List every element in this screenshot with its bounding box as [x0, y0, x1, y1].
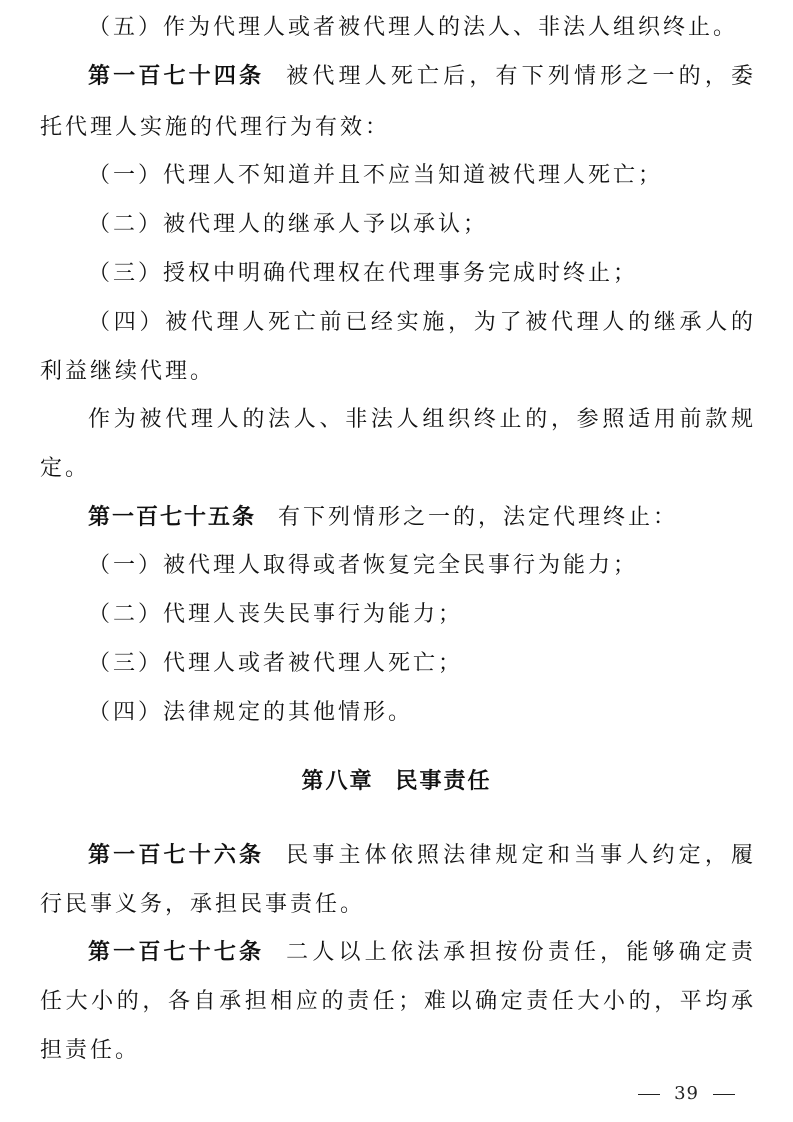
line-text: （一）被代理人取得或者恢复完全民事行为能力； [88, 553, 639, 578]
line-text: 有下列情形之一的，法定代理终止： [278, 505, 679, 530]
dash-left [638, 1094, 660, 1095]
article-176-first-line [88, 841, 756, 871]
line-text: 定。 [40, 456, 91, 481]
line-text: 被代理人死亡后，有下列情形之一的，委 [286, 64, 756, 89]
line-text: 任大小的，各自承担相应的责任；难以确定责任大小的，平均承 [40, 989, 756, 1014]
page-number-value: 39 [674, 1083, 699, 1104]
text-line [88, 210, 488, 240]
line-text: 托代理人实施的代理行为有效： [40, 115, 391, 140]
article-177-first-line [88, 938, 756, 968]
dash-right [713, 1094, 735, 1095]
line-text: （二）被代理人的继承人予以承认； [88, 212, 489, 237]
article-title-175: 第一百七十五条 [88, 505, 257, 530]
article-title-174: 第一百七十四条 [88, 64, 265, 89]
text-line [88, 405, 756, 435]
text-line [40, 890, 365, 920]
text-line [40, 987, 756, 1017]
line-text: （二）代理人丧失民事行为能力； [88, 602, 464, 627]
article-175-first-line [88, 503, 678, 533]
text-line [88, 259, 638, 289]
text-line [88, 161, 663, 191]
line-text: （三）授权中明确代理权在代理事务完成时终止； [88, 261, 639, 286]
line-text: 行民事义务，承担民事责任。 [40, 892, 366, 917]
line-text: 民事主体依照法律规定和当事人约定，履 [286, 843, 756, 868]
chapter-heading [0, 767, 793, 797]
text-line [40, 1036, 140, 1066]
article-title-176: 第一百七十六条 [88, 843, 265, 868]
line-text: （四）被代理人死亡前已经实施，为了被代理人的继承人的 [88, 310, 756, 335]
line-text: （四）法律规定的其他情形。 [88, 700, 414, 725]
text-line [40, 357, 215, 387]
line-text: 二人以上依法承担按份责任，能够确定责 [286, 940, 756, 965]
chapter-number: 第八章 [301, 769, 374, 794]
article-title-177: 第一百七十七条 [88, 940, 265, 965]
chapter-title: 民事责任 [395, 769, 492, 794]
page-number [624, 1082, 749, 1106]
line-text: 作为被代理人的法人、非法人组织终止的，参照适用前款规 [88, 407, 756, 432]
line-text: （一）代理人不知道并且不应当知道被代理人死亡； [88, 163, 664, 188]
line-text: （三）代理人或者被代理人死亡； [88, 651, 464, 676]
text-line [40, 113, 390, 143]
text-line [88, 551, 638, 581]
line-text: （五）作为代理人或者被代理人的法人、非法人组织终止。 [88, 15, 739, 40]
text-line [88, 13, 738, 43]
text-line [88, 649, 463, 679]
text-line [88, 698, 413, 728]
text-line [88, 600, 463, 630]
line-text: 担责任。 [40, 1038, 141, 1063]
line-text: 利益继续代理。 [40, 359, 216, 384]
article-174-first-line [88, 62, 756, 92]
text-line [40, 454, 90, 484]
text-line [88, 308, 756, 338]
